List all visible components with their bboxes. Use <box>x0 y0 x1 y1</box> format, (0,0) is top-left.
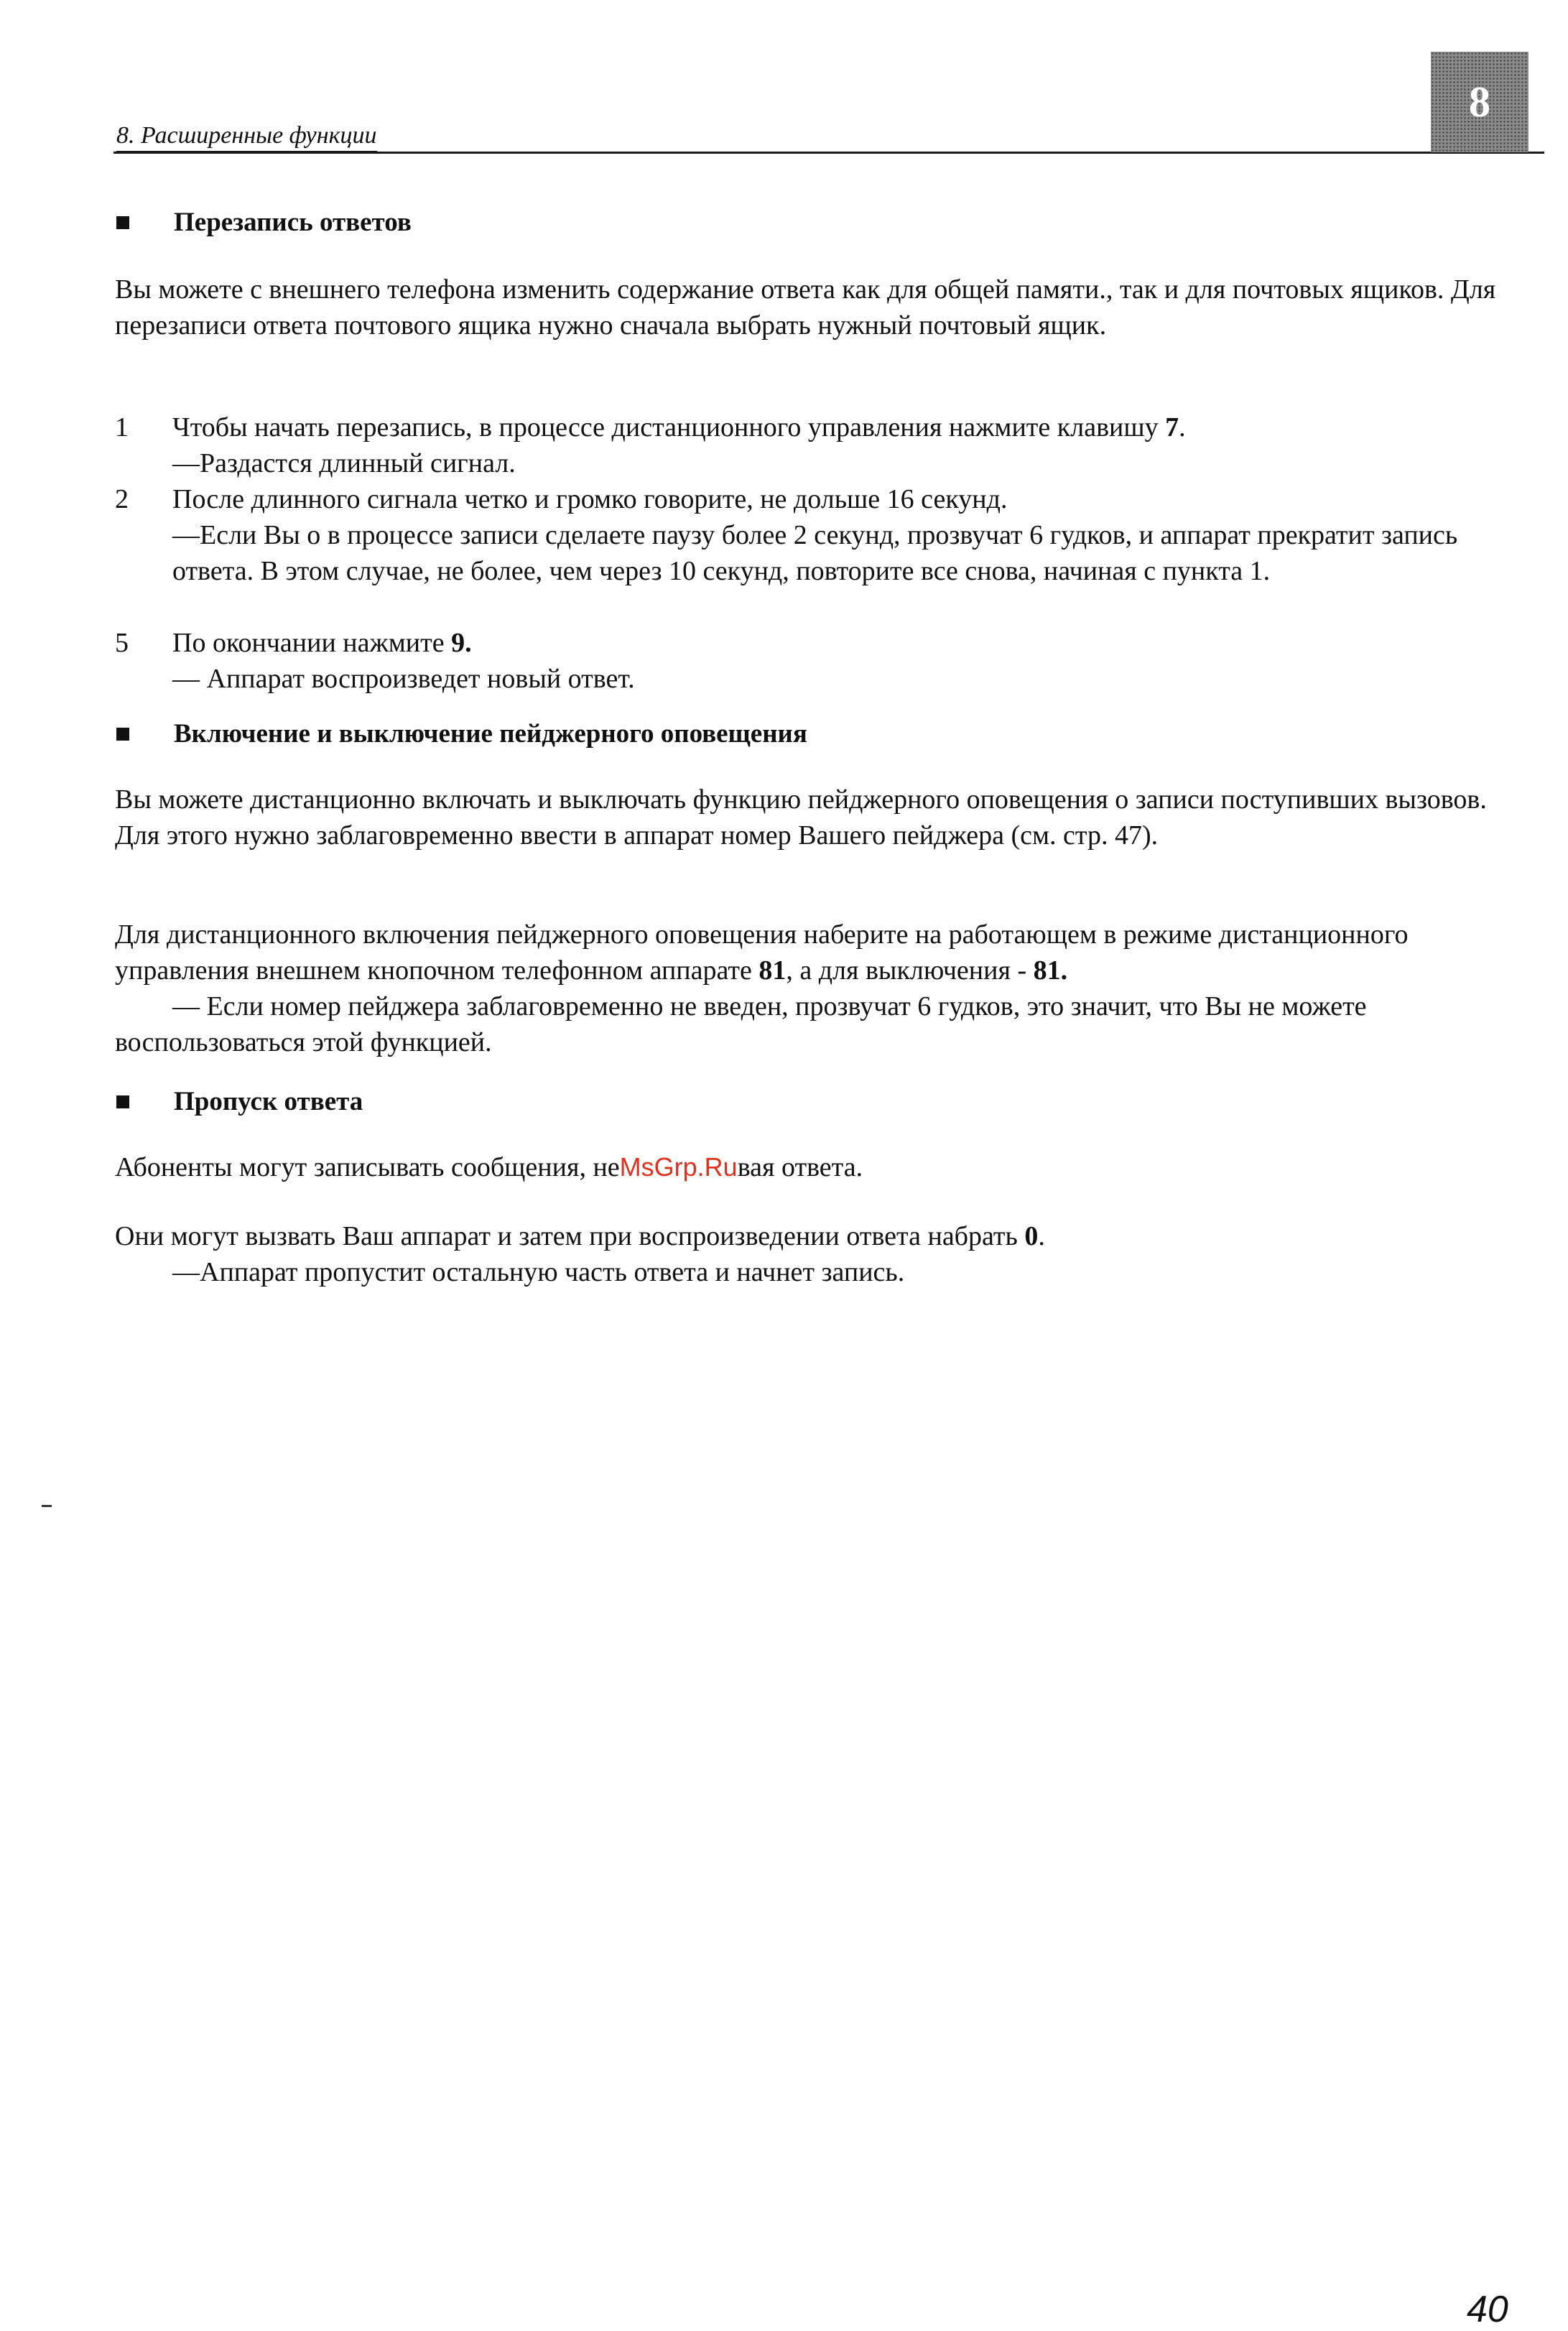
section-title: Включение и выключение пейджерного оповещения <box>174 719 807 749</box>
step-note: — Аппарат воспроизведет новый ответ. <box>172 664 635 694</box>
section3-para2 <box>115 1218 1501 1290</box>
step-text: Чтобы начать перезапись, в процессе дистанционного управления нажмите клавишу 7. <box>172 412 1186 442</box>
paragraph: Вы можете с внешнего телефона изменить содержание ответа как для общей памяти., так и для почтовых ящиков. Для перезаписи ответа почтового ящика нужно сначала выбрать нужный почтовый ящик. <box>115 274 1496 340</box>
key-label: 0 <box>1024 1221 1039 1251</box>
square-bullet-icon <box>116 216 129 229</box>
paragraph: Они могут вызвать Ваш аппарат и затем при воспроизведении ответа набрать 0. <box>115 1221 1045 1251</box>
section1-intro <box>115 272 1501 343</box>
list-item <box>115 481 1501 589</box>
header-rule <box>113 152 1544 154</box>
section-heading-rerecord <box>116 207 412 238</box>
page-number: 40 <box>1467 2289 1508 2330</box>
list-item <box>115 625 1501 697</box>
step-note: —Раздастся длинный сигнал. <box>172 448 516 478</box>
paragraph: Вы можете дистанционно включать и выключать функцию пейджерного оповещения о записи поступивших вызовов. Для этого нужно заблаговременно ввести в аппарат номер Вашего пейджера (см. стр. 47). <box>115 784 1487 851</box>
paragraph: Абоненты могут записывать сообщения, неMsGrp.Ruвая ответа. <box>115 1152 863 1182</box>
chapter-tab: 8 <box>1431 52 1528 152</box>
section-title: Перезапись ответов <box>174 208 412 237</box>
key-label: 81 <box>759 955 787 986</box>
square-bullet-icon <box>116 1095 129 1108</box>
step-note: —Если Вы о в процессе записи сделаете паузу более 2 секунд, прозвучат 6 гудков, и аппарат прекратит запись ответа. В этом случае, не более, чем через 10 секунд, повторите все снова, начиная с пункта 1. <box>172 520 1458 586</box>
key-label: 81. <box>1033 955 1068 986</box>
step-text: После длинного сигнала четко и громко говорите, не дольше 16 секунд. <box>172 484 1008 514</box>
watermark: MsGrp.Ru <box>619 1152 738 1182</box>
step-number: 5 <box>115 628 129 658</box>
scan-mark <box>42 1505 52 1507</box>
paragraph: Для дистанционного включения пейджерного оповещения наберите на работающем в режиме дистанционного управления внешнем кнопочном телефонном аппарате 81, а для выключения - 81. <box>115 919 1409 986</box>
section-title: Пропуск ответа <box>174 1087 363 1116</box>
running-header: 8. Расширенные функции <box>116 122 377 152</box>
section2-para2 <box>115 917 1501 1060</box>
step-number: 1 <box>115 412 129 442</box>
section2-para1 <box>115 782 1501 853</box>
square-bullet-icon <box>116 728 129 741</box>
step-number: 2 <box>115 484 129 514</box>
key-label: 7 <box>1165 412 1179 442</box>
list-item <box>115 409 1501 481</box>
section3-para1 <box>115 1149 1501 1185</box>
section-heading-skip <box>116 1086 363 1118</box>
key-label: 9. <box>451 628 472 658</box>
step-text: По окончании нажмите 9. <box>172 628 472 658</box>
paragraph-note: — Если номер пейджера заблаговременно не введен, прозвучат 6 гудков, это значит, что Вы не можете воспользоваться этой функцией. <box>115 991 1367 1057</box>
section-heading-pager <box>116 718 807 750</box>
paragraph-note: —Аппарат пропустит остальную часть ответа и начнет запись. <box>172 1257 905 1287</box>
